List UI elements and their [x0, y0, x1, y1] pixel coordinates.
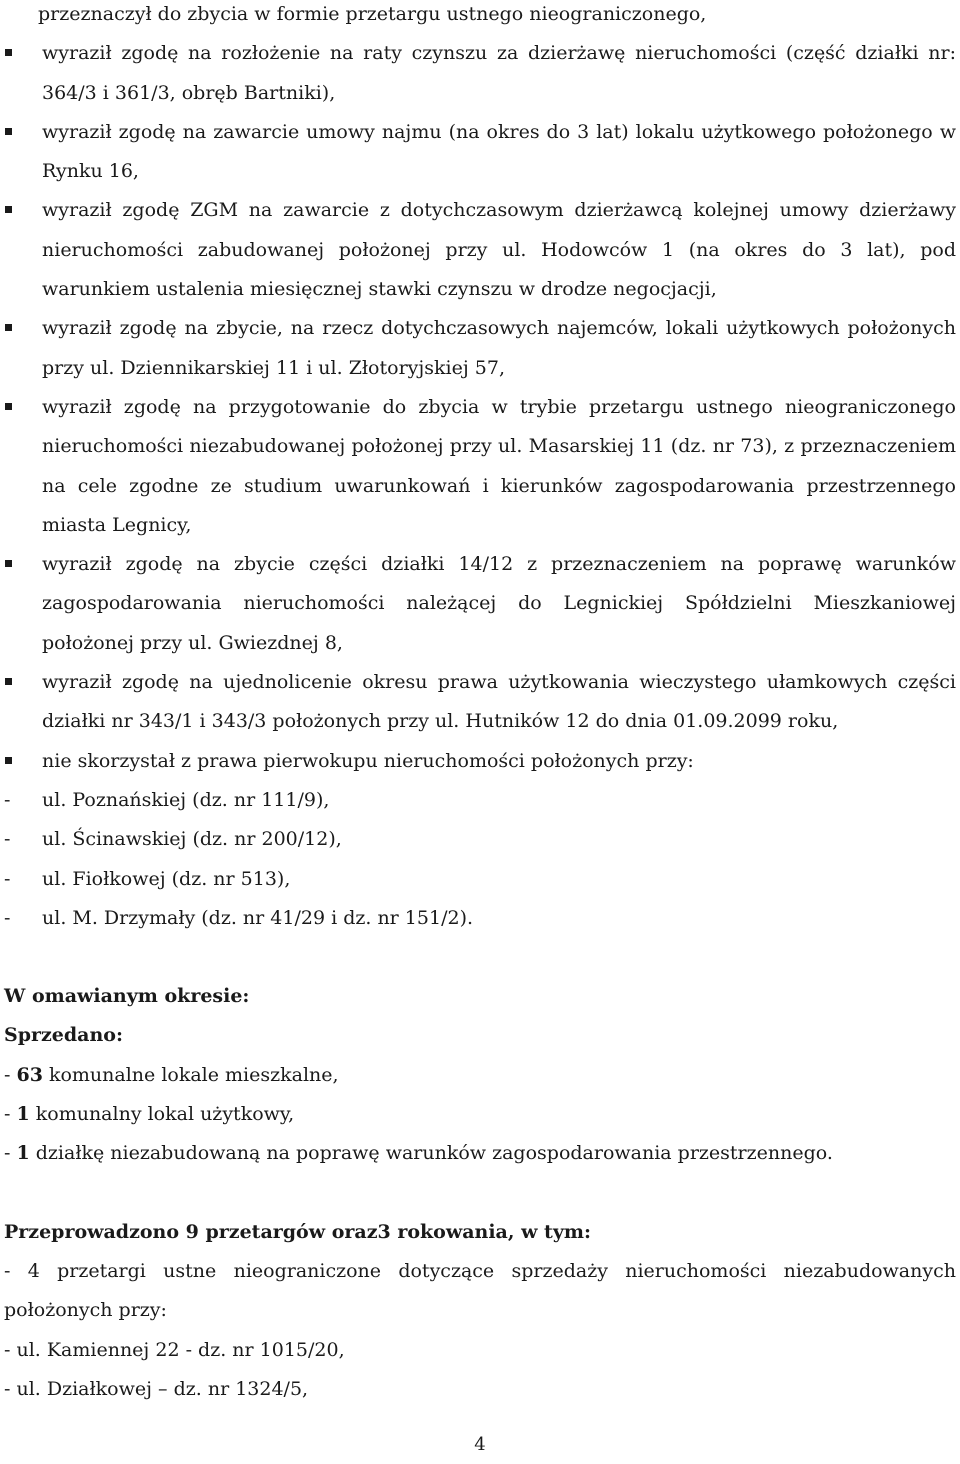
- dash-marker: -: [4, 906, 11, 929]
- tenders-line: - ul. Działkowej – dz. nr 1324/5,: [4, 1377, 309, 1400]
- sold-count: 63: [16, 1063, 43, 1086]
- resolutions-list: [4, 34, 956, 781]
- page-number: 4: [474, 1434, 486, 1455]
- list-item: wyraził zgodę na rozłożenie na raty czynszu za dzierżawę nieruchomości (część działki nr: 364/3 i 361/3, obręb Bartniki),: [4, 34, 956, 113]
- dash-marker: -: [4, 828, 11, 851]
- list-item: wyraził zgodę na zbycie, na rzecz dotychczasowych najemców, lokali użytkowych położonych przy ul. Dziennikarskiej 11 i ul. Złotoryjskiej 57,: [4, 309, 956, 388]
- preemption-list: [4, 781, 956, 938]
- sold-item: - 1 działkę niezabudowaną na poprawę warunków zagospodarowania przestrzennego.: [4, 1142, 833, 1165]
- square-bullet-icon: [5, 324, 12, 331]
- square-bullet-icon: [5, 403, 12, 410]
- sold-count: 1: [16, 1142, 30, 1165]
- spacer: [4, 1174, 956, 1213]
- dash-marker: -: [4, 867, 11, 890]
- list-item: - ul. Ścinawskiej (dz. nr 200/12),: [4, 820, 956, 859]
- document-content: [4, 0, 956, 1409]
- square-bullet-icon: [5, 678, 12, 685]
- list-item: wyraził zgodę na zbycie części działki 14/12 z przeznaczeniem na poprawę warunków zagospodarowania nieruchomości należącej do Legnickiej Spółdzielni Mieszkaniowej położonej przy ul. Gwiezdnej 8,: [4, 545, 956, 663]
- sold-item: - 1 komunalny lokal użytkowy,: [4, 1103, 295, 1126]
- tenders-heading: Przeprowadzono 9 przetargów oraz3 rokowania, w tym:: [4, 1220, 591, 1243]
- spacer: [4, 938, 956, 977]
- period-heading: W omawianym okresie:: [4, 985, 250, 1008]
- sold-item: - 63 komunalne lokale mieszkalne,: [4, 1063, 339, 1086]
- list-item: wyraził zgodę na ujednolicenie okresu prawa użytkowania wieczystego ułamkowych części działki nr 343/1 i 343/3 położonych przy ul. Hutników 12 do dnia 01.09.2099 roku,: [4, 663, 956, 742]
- continuation-line: przeznaczył do zbycia w formie przetargu ustnego nieograniczonego,: [38, 3, 707, 25]
- list-item: nie skorzystał z prawa pierwokupu nieruchomości położonych przy:: [4, 742, 956, 781]
- square-bullet-icon: [5, 49, 12, 56]
- list-item: - ul. M. Drzymały (dz. nr 41/29 i dz. nr 151/2).: [4, 899, 956, 938]
- list-item: wyraził zgodę ZGM na zawarcie z dotychczasowym dzierżawcą kolejnej umowy dzierżawy nieruchomości zabudowanej położonej przy ul. Hodowców 1 (na okres do 3 lat), pod warunkiem ustalenia miesięcznej stawki czynszu w drodze negocjacji,: [4, 191, 956, 309]
- list-item: - ul. Fiołkowej (dz. nr 513),: [4, 860, 956, 899]
- tenders-line: - 4 przetargi ustne nieograniczone dotyczące sprzedaży nieruchomości niezabudowanych położonych przy:: [4, 1259, 956, 1322]
- square-bullet-icon: [5, 128, 12, 135]
- list-item: wyraził zgodę na zawarcie umowy najmu (na okres do 3 lat) lokalu użytkowego położonego w Rynku 16,: [4, 113, 956, 192]
- list-item: - ul. Poznańskiej (dz. nr 111/9),: [4, 781, 956, 820]
- sold-heading: Sprzedano:: [4, 1024, 123, 1047]
- square-bullet-icon: [5, 206, 12, 213]
- list-item: wyraził zgodę na przygotowanie do zbycia w trybie przetargu ustnego nieograniczonego nieruchomości niezabudowanej położonej przy ul. Masarskiej 11 (dz. nr 73), z przeznaczeniem na cele zgodne ze studium uwarunkowań i kierunków zagospodarowania przestrzennego miasta Legnicy,: [4, 388, 956, 545]
- square-bullet-icon: [5, 757, 12, 764]
- tenders-line: - ul. Kamiennej 22 - dz. nr 1015/20,: [4, 1338, 345, 1361]
- sold-count: 1: [16, 1103, 30, 1126]
- square-bullet-icon: [5, 560, 12, 567]
- dash-marker: -: [4, 788, 11, 811]
